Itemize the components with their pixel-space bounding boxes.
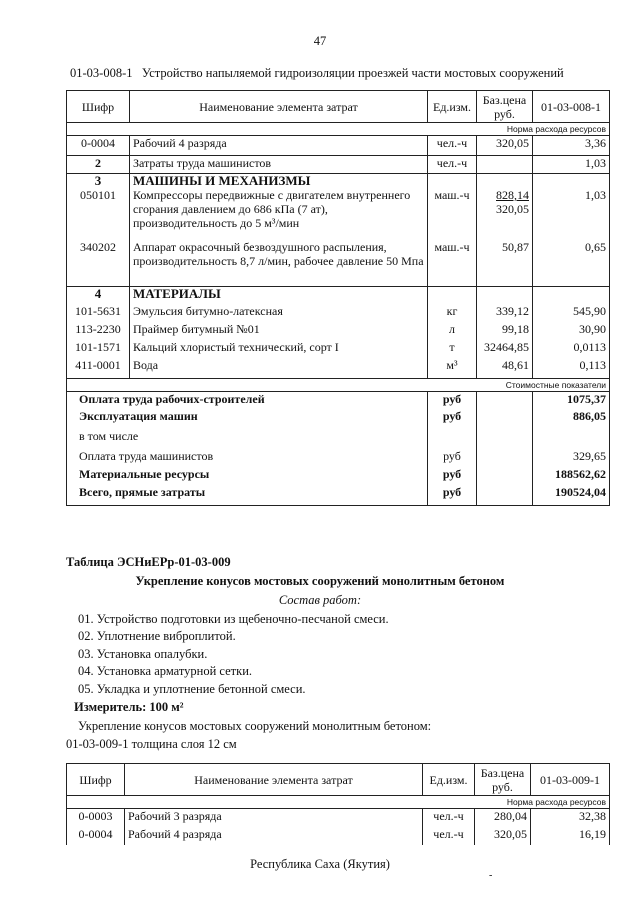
row-shifr: 101-1571 [67, 340, 130, 358]
footer-region: Республика Саха (Якутия) [250, 857, 390, 871]
row-unit: маш.-ч [428, 188, 477, 240]
norm-label: Норма расхода ресурсов [67, 123, 610, 136]
row-value: 0,0113 [533, 340, 610, 358]
work-title: Укрепление конусов мостовых сооружений монолитным бетоном [135, 574, 505, 588]
cost-unit: руб [428, 409, 477, 429]
table-row [67, 358, 610, 378]
row-value: 30,90 [533, 322, 610, 340]
section-num: 4 [67, 286, 130, 304]
cost-row [67, 429, 610, 449]
row-shifr: 411-0001 [67, 358, 130, 378]
row-shifr: 0-0003 [67, 809, 125, 827]
table-row [67, 340, 610, 358]
page-number: 47 [313, 34, 327, 48]
work-step: 02. Уплотнение виброплитой. [78, 629, 236, 643]
row-name: Эмульсия битумно-латексная [130, 304, 428, 322]
section-num: 3 [67, 174, 130, 189]
price-primary: 828,14 [496, 188, 529, 202]
row-value: 1,03 [533, 188, 610, 240]
table-row [67, 304, 610, 322]
measure-unit: Измеритель: 100 м² [74, 700, 184, 714]
table-row [67, 322, 610, 340]
section-code: 01-03-008-1 [70, 66, 133, 80]
row-shifr: 0-0004 [67, 827, 125, 845]
row-price: 280,04 [475, 809, 531, 827]
row-name: Аппарат окрасочный безвоздушного распыления, производительность 8,7 л/мин, рабочее давление 50 Мпа [130, 240, 428, 286]
row-price [477, 156, 533, 174]
row-shifr: 340202 [67, 240, 130, 286]
row-value: 32,38 [531, 809, 610, 827]
cost-name: Всего, прямые затраты [67, 485, 428, 505]
cost-row [67, 467, 610, 485]
cost-name: в том числе [67, 429, 428, 449]
header-code: 01-03-009-1 [531, 764, 610, 796]
section-title: Устройство напыляемой гидроизоляции проезжей части мостовых сооружений [141, 66, 564, 80]
row-price [477, 188, 533, 240]
cost-name: Материальные ресурсы [67, 467, 428, 485]
section-caption [70, 66, 564, 81]
resource-table-1 [66, 90, 610, 506]
norm-label: Норма расхода ресурсов [67, 796, 610, 809]
row-name: Компрессоры передвижные с двигателем внутреннего сгорания давлением до 686 кПа (7 ат), производительность до 5 м³/мин [130, 188, 428, 240]
row-name: Рабочий 4 разряда [125, 827, 423, 845]
cost-value: 1075,37 [533, 391, 610, 409]
resource-table-2 [66, 763, 610, 845]
cost-row [67, 409, 610, 429]
row-price: 50,87 [477, 240, 533, 286]
row-shifr: 0-0004 [67, 136, 130, 156]
row-value: 0,113 [533, 358, 610, 378]
table-row [67, 136, 610, 156]
table-row [67, 240, 610, 286]
row-price: 339,12 [477, 304, 533, 322]
table-label: Таблица ЭСНиЕРр-01-03-009 [66, 555, 231, 569]
section-title-materials: МАТЕРИАЛЫ [130, 286, 428, 304]
cost-unit: руб [428, 449, 477, 467]
row-shifr: 113-2230 [67, 322, 130, 340]
table-row [67, 188, 610, 240]
work-step: 03. Установка опалубки. [78, 647, 208, 661]
row-unit: чел.-ч [428, 136, 477, 156]
footer-mark: - [489, 870, 493, 881]
row-name: Вода [130, 358, 428, 378]
row-value: 1,03 [533, 156, 610, 174]
cost-row [67, 391, 610, 409]
row-name: Кальций хлористый технический, сорт I [130, 340, 428, 358]
header-unit: Ед.изм. [428, 91, 477, 123]
row-value: 3,36 [533, 136, 610, 156]
row-name: Праймер битумный №01 [130, 322, 428, 340]
section-header-row [67, 286, 610, 304]
row-unit: кг [428, 304, 477, 322]
cost-name: Оплата труда рабочих-строителей [67, 391, 428, 409]
sostav-heading: Состав работ: [278, 593, 362, 607]
row-value: 545,90 [533, 304, 610, 322]
cost-name: Оплата труда машинистов [67, 449, 428, 467]
section-header-row [67, 174, 610, 189]
row-value: 0,65 [533, 240, 610, 286]
row-unit: м³ [428, 358, 477, 378]
row-unit: л [428, 322, 477, 340]
row-name: Рабочий 3 разряда [125, 809, 423, 827]
table-row [67, 827, 610, 845]
cost-row [67, 449, 610, 467]
row-value: 16,19 [531, 827, 610, 845]
cost-unit: руб [428, 391, 477, 409]
table-row [67, 156, 610, 174]
cost-value: 188562,62 [533, 467, 610, 485]
code-line: 01-03-009-1 толщина слоя 12 см [66, 737, 237, 751]
header-name: Наименование элемента затрат [130, 91, 428, 123]
cost-value: 886,05 [533, 409, 610, 429]
cost-unit: руб [428, 467, 477, 485]
cost-unit: руб [428, 485, 477, 505]
cost-row [67, 485, 610, 505]
row-name: Рабочий 4 разряда [130, 136, 428, 156]
row-price: 320,05 [475, 827, 531, 845]
price-secondary: 320,05 [496, 202, 529, 216]
row-unit: т [428, 340, 477, 358]
row-price: 32464,85 [477, 340, 533, 358]
header-name: Наименование элемента затрат [125, 764, 423, 796]
row-shifr: 050101 [67, 188, 130, 240]
work-step: 05. Укладка и уплотнение бетонной смеси. [78, 682, 306, 696]
header-shifr: Шифр [67, 764, 125, 796]
row-price: 320,05 [477, 136, 533, 156]
header-price: Баз.цена руб. [475, 764, 531, 796]
row-price: 99,18 [477, 322, 533, 340]
header-price: Баз.цена руб. [477, 91, 533, 123]
cost-value: 329,65 [533, 449, 610, 467]
work-description: Укрепление конусов мостовых сооружений монолитным бетоном: [78, 719, 432, 733]
work-step: 04. Установка арматурной сетки. [78, 664, 253, 678]
row-unit: чел.-ч [423, 809, 475, 827]
work-step: 01. Устройство подготовки из щебеночно-песчаной смеси. [78, 612, 389, 626]
row-unit: чел.-ч [423, 827, 475, 845]
section-title-machines: МАШИНЫ И МЕХАНИЗМЫ [130, 174, 428, 189]
row-price: 48,61 [477, 358, 533, 378]
row-shifr: 101-5631 [67, 304, 130, 322]
table-row [67, 809, 610, 827]
header-shifr: Шифр [67, 91, 130, 123]
cost-label: Стоимостные показатели [67, 378, 610, 391]
header-unit: Ед.изм. [423, 764, 475, 796]
row-unit: чел.-ч [428, 156, 477, 174]
row-unit: маш.-ч [428, 240, 477, 286]
cost-name: Эксплуатация машин [67, 409, 428, 429]
cost-value: 190524,04 [533, 485, 610, 505]
header-code: 01-03-008-1 [533, 91, 610, 123]
row-shifr: 2 [67, 156, 130, 174]
row-name: Затраты труда машинистов [130, 156, 428, 174]
